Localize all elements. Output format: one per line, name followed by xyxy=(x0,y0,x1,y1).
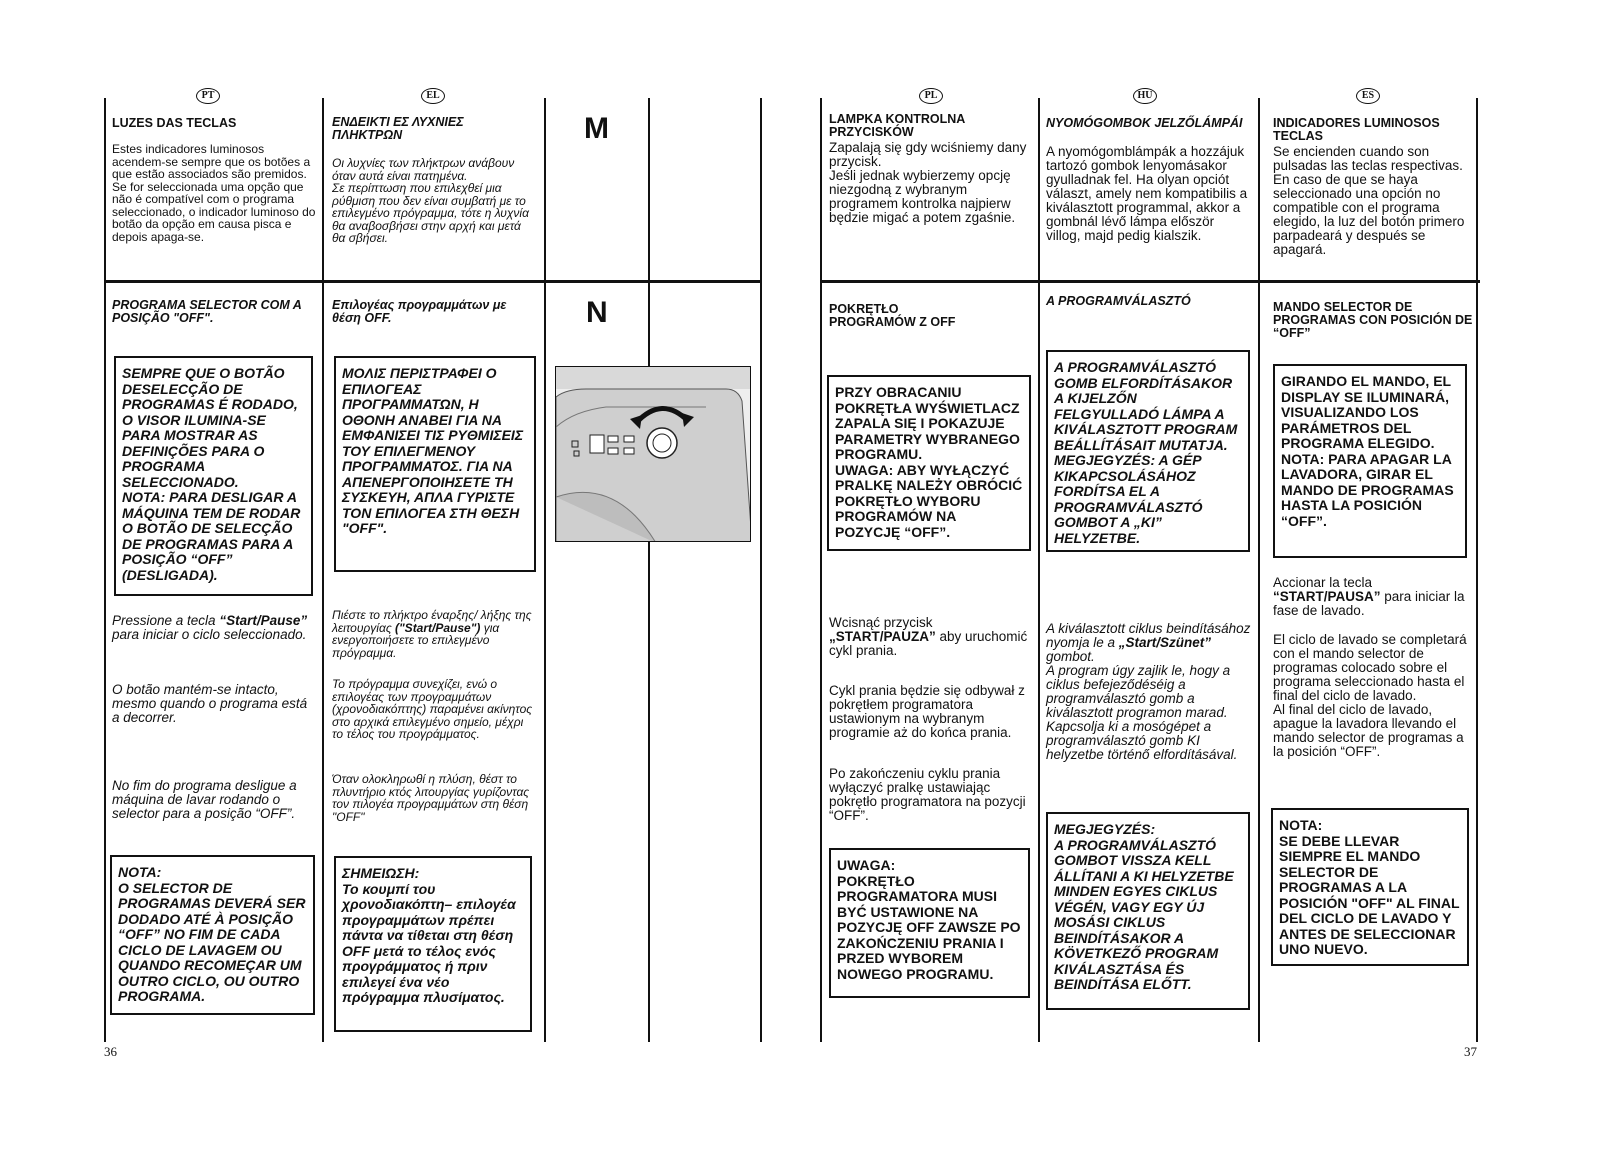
es-heading-lights: INDICADORES LUMINOSOS TECLAS xyxy=(1273,116,1440,143)
lang-badge-el: EL xyxy=(421,88,445,104)
pt-heading-lights: LUZES DAS TECLAS xyxy=(112,116,237,130)
column-rule xyxy=(544,98,546,1042)
row-letter-m: M xyxy=(584,112,609,145)
pl-knob-text: Cykl prania będzie się odbywał z pokrętłem programatora ustawionym na wybranym programie aż do końca prania. xyxy=(829,683,1025,740)
pt-selector-note-box: SEMPRE QUE O BOTÃO DESELECÇÃO DE PROGRAMAS É RODADO, O VISOR ILUMINA-SE PARA MOSTRAR AS DEFINIÇÕES PARA O PROGRAMA SELECCIONADO. NOTA: PARA DESLIGAR A MÁQUINA TEM DE RODAR O BOTÃO DE SELECÇÃO DE PROGRAMAS PARA A POSIÇÃO “OFF” (DESLIGADA). xyxy=(114,356,313,596)
row-divider xyxy=(104,280,762,283)
pl-selector-note-box: PRZY OBRACANIU POKRĘTŁA WYŚWIETLACZ ZAPALA SIĘ I POKAZUJE PARAMETRY WYBRANEGO PROGRAMU. UWAGA: ABY WYŁĄCZYĆ PRALKĘ NALEŻY OBRÓCIĆ POKRĘTŁO WYBORU PROGRAMÓW NA POZYCJĘ “OFF”. xyxy=(827,375,1031,551)
column-rule xyxy=(322,98,324,1042)
el-heading-selector: Επιλογέας προγραμμάτων με θέση OFF. xyxy=(332,298,507,325)
pt-off-note-box: NOTA: O SELECTOR DE PROGRAMAS DEVERÁ SER DODADO ATÉ À POSIÇÃO “OFF” NO FIM DE CADA CICLO DE LAVAGEM OU QUANDO RECOMEÇAR UM OUTRO CICLO, OU OUTRO PROGRAMA. xyxy=(110,855,315,1015)
column-rule xyxy=(1258,98,1260,1042)
hu-selector-note-box: A PROGRAMVÁLASZTÓ GOMB ELFORDÍTÁSAKOR A KIJELZŐN FELGYULLADÓ LÁMPA A KIVÁLASZTOTT PROGRAM BEÁLLÍTÁSAIT MUTATJA. MEGJEGYZÉS: A GÉP KIKAPCSOLÁSÁHOZ FORDÍTSA EL A PROGRAMVÁLASZTÓ GOMBOT A „KI” HELYZETBE. xyxy=(1046,350,1250,552)
column-rule xyxy=(820,98,822,1042)
pt-end-text: No fim do programa desligue a máquina de lavar rodando o selector para a posição “OFF”. xyxy=(112,778,297,821)
pt-start-text: Pressione a tecla “Start/Pause” para iniciar o ciclo seleccionado. xyxy=(112,613,308,642)
pl-start-text: Wcisnąć przycisk „START/PAUZA” aby uruchomić cykl prania. xyxy=(829,615,1028,658)
column-rule xyxy=(1476,98,1478,1042)
pt-heading-selector: PROGRAMA SELECTOR COM A POSIÇÃO "OFF". xyxy=(112,298,302,325)
es-cycle-text: El ciclo de lavado se completará con el mando selector de programas colocado sobre el programa seleccionado hasta el final del ciclo de lavado. Al final del ciclo de lavado, apague la lavadora llevando el mando selector de programas a la posición “OFF”. xyxy=(1273,632,1467,759)
hu-heading-lights: NYOMÓGOMBOK JELZŐLÁMPÁI xyxy=(1046,116,1243,130)
lang-badge-es: ES xyxy=(1356,88,1380,104)
pl-heading-selector: POKRĘTŁO PROGRAMÓW Z OFF xyxy=(829,302,956,329)
column-rule xyxy=(1038,98,1040,1042)
es-lights-text: Se encienden cuando son pulsadas las teclas respectivas. En caso de que se haya seleccionado una opción no compatible con el programa elegido, la luz del botón primero parpadeará y después se apagará. xyxy=(1273,144,1465,257)
es-start-text: Accionar la tecla “START/PAUSA” para iniciar la fase de lavado. xyxy=(1273,575,1465,618)
column-rule xyxy=(760,98,762,1042)
row-divider xyxy=(820,280,1480,283)
es-selector-note-box: GIRANDO EL MANDO, EL DISPLAY SE ILUMINARÁ, VISUALIZANDO LOS PARÁMETROS DEL PROGRAMA ELEGIDO. NOTA: PARA APAGAR LA LAVADORA, GIRAR EL MANDO DE PROGRAMAS HASTA LA POSICIÓN “OFF”. xyxy=(1273,364,1467,558)
pt-lights-text: Estes indicadores luminosos acendem-se sempre que os botões a que estão associados são premidos. Se for seleccionada uma opção que não é compatível com o programa seleccionado, o indicador luminoso do botão da opção em causa pisca e depois apaga-se. xyxy=(112,142,316,244)
el-off-note-box: ΣΗΜΕΙΩΣΗ: Το κουμπί του χρονοδιακόπτη– επιλογέα προγραμμάτων πρέπει πάντα να τίθεται στη θέση OFF μετά το τέλος ενός προγράμματος ή πριν επιλεγεί ένα νέο πρόγραμμα πλυσίματος. xyxy=(334,856,532,1032)
pl-end-text: Po zakończeniu cyklu prania wyłączyć pralkę ustawiając pokrętło programatora na pozycji “OFF”. xyxy=(829,766,1026,823)
panel-drawing xyxy=(556,367,751,542)
es-off-note-box: NOTA: SE DEBE LLEVAR SIEMPRE EL MANDO SELECTOR DE PROGRAMAS A LA POSICIÓN "OFF" AL FINAL DEL CICLO DE LAVADO Y ANTES DE SELECCIONAR UNO NUEVO. xyxy=(1271,808,1469,966)
lang-badge-pl: PL xyxy=(919,88,943,104)
hu-start-text: A kiválasztott ciklus beindításához nyomja le a „Start/Szünet” gombot. A program úgy zajlik le, hogy a ciklus befejeződéséig a programválasztó gomb a kiválasztott programon marad. Kapcsolja ki a mosógépet a programválasztó gomb KI helyzetbe történő elfordításával. xyxy=(1046,621,1251,762)
el-knob-text: Το πρόγραμμα συνεχίζει, ενώ ο επιλογέας των προγραμμάτων (χρονοδιακόπτης) παραμένει ακίνητος στο αρχικά επιλεγμένο σημείο, μέχρι το τέλος του προγράμματος. xyxy=(332,677,533,741)
column-rule xyxy=(648,98,650,1042)
column-rule xyxy=(104,98,106,1042)
hu-heading-selector: A PROGRAMVÁLASZTÓ xyxy=(1046,294,1191,308)
el-start-text: Πιέστε το πλήκτρο έναρξης/ λήξης της λειτουργίας ("Start/Pause") για ενεργοποιήσετε το επιλεγμένο πρόγραμμα. xyxy=(332,608,532,660)
page-number-right: 37 xyxy=(1464,1044,1477,1059)
lang-badge-pt: PT xyxy=(196,88,220,104)
pl-lights-text: Zapalają się gdy wciśniemy dany przycisk. Jeśli jednak wybierzemy opcję niezgodną z wybranym programem kontrolka najpierw będzie migać a potem zgaśnie. xyxy=(829,140,1027,225)
pl-off-note-box: UWAGA: POKRĘTŁO PROGRAMATORA MUSI BYĆ USTAWIONE NA POZYCJĘ OFF ZAWSZE PO ZAKOŃCZENIU PRANIA I PRZED WYBOREM NOWEGO PROGRAMU. xyxy=(829,848,1030,998)
row-letter-n: N xyxy=(586,296,608,329)
hu-off-note-box: MEGJEGYZÉS: A PROGRAMVÁLASZTÓ GOMBOT VISSZA KELL ÁLLÍTANI A KI HELYZETBE MINDEN EGYES CIKLUS VÉGÉN, VAGY EGY ÚJ MOSÁSI CIKLUS BEINDÍTÁSAKOR A KÖVETKEZŐ PROGRAM KIVÁLASZTÁSA ÉS BEINDÍTÁSA ELŐTT. xyxy=(1046,812,1250,1010)
page-number-left: 36 xyxy=(104,1044,117,1059)
control-panel-illustration xyxy=(555,366,751,542)
pt-knob-text: O botão mantém-se intacto, mesmo quando o programa está a decorrer. xyxy=(112,682,308,725)
es-heading-selector: MANDO SELECTOR DE PROGRAMAS CON POSICIÓN DE “OFF” xyxy=(1273,300,1473,340)
el-heading-lights: ΕΝΔΕΙΚΤΙ ΕΣ ΛΥΧΝΙΕΣ ΠΛΗΚΤΡΩΝ xyxy=(332,115,464,142)
el-end-text: Όταν ολοκληρωθί η πλύση, θέστ το πλυντήριο κτός λιτουργίας γυρίζοντας τον πιλογέα προγραμμάτων στη θέση "OFF" xyxy=(332,772,530,824)
el-selector-note-box: ΜΟΛΙΣ ΠΕΡΙΣΤΡΑΦΕΙ Ο ΕΠΙΛΟΓΕΑΣ ΠΡΟΓΡΑΜΜΑΤΩΝ, Η ΟΘΟΝΗ ΑΝΑΒΕΙ ΓΙΑ ΝΑ ΕΜΦΑΝΙΣΕΙ ΤΙΣ ΡΥΘΜΙΣΕΙΣ ΤΟΥ ΕΠΙΛΕΓΜΕΝΟΥ ΠΡΟΓΡΑΜΜΑΤΟΣ. ΓΙΑ ΝΑ ΑΠΕΝΕΡΓΟΠΟΙΗΣΕΤΕ ΤΗ ΣΥΣΚΕΥΗ, ΑΠΛΑ ΓΥΡΙΣΤΕ ΤΟΝ ΕΠΙΛΟΓΕΑ ΣΤΗ ΘΕΣΗ "OFF". xyxy=(334,356,536,572)
pl-heading-lights: LAMPKA KONTROLNA PRZYCISKÓW xyxy=(829,112,965,139)
lang-badge-hu: HU xyxy=(1133,88,1157,104)
hu-lights-text: A nyomógomblámpák a hozzájuk tartozó gombok lenyomásakor gyulladnak fel. Ha olyan opciót választ, amely nem kompatibilis a kiválasztott programmal, akkor a gombnál lévő lámpa először villog, majd pedig kialszik. xyxy=(1046,144,1248,243)
el-lights-text: Οι λυχνίες των πλήκτρων ανάβουν όταν αυτά είναι πατημένα. Σε περίπτωση που επιλεχθεί μια ρύθμιση που δεν είναι συμβατή με το επιλεγμένο πρόγραμμα, τότε η λυχνία θα αναβοσβήσει στην αρχή και μετά θα σβήσει. xyxy=(332,156,529,245)
